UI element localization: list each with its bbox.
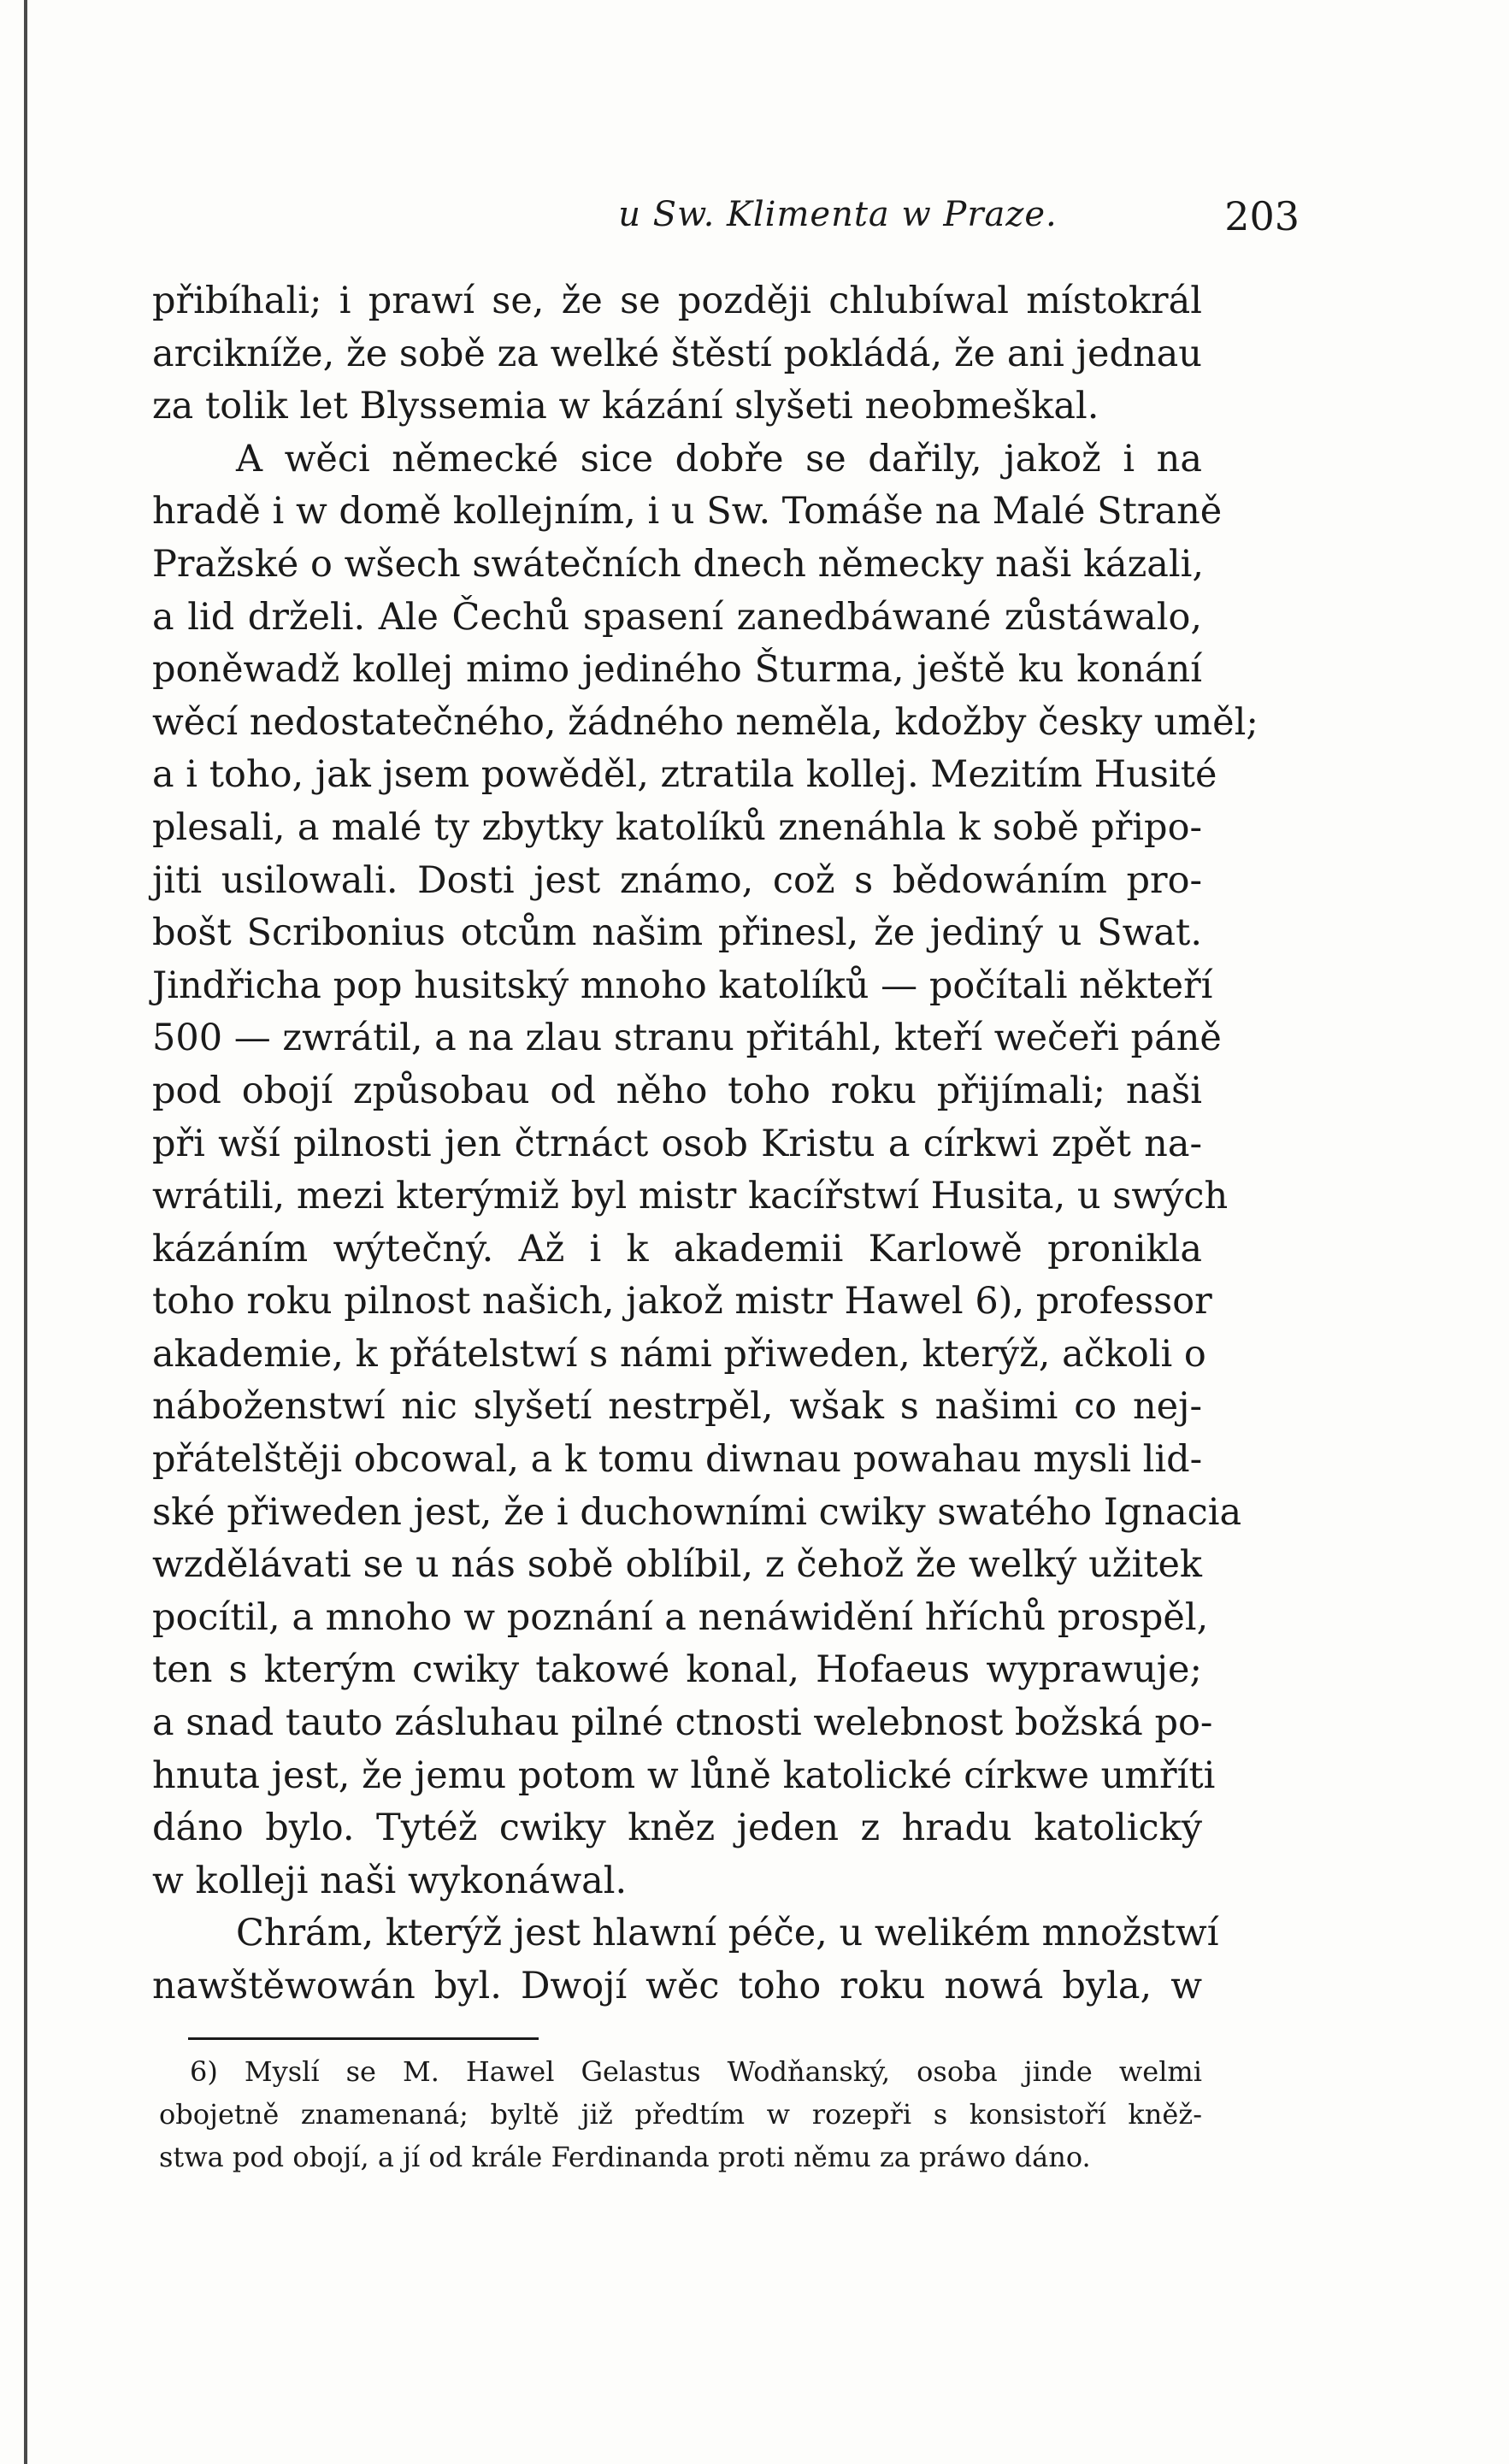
text-line: Jindřicha pop husitský mnoho katolíků — počítali někteří — [152, 964, 1213, 1007]
text-line: hnuta jest, že jemu potom w lůně katolické církwe umříti — [152, 1754, 1216, 1797]
text-line: při wší pilnosti jen čtrnáct osob Kristu a církwi zpět na- — [152, 1122, 1202, 1165]
binding-edge — [24, 0, 27, 2464]
text-line: poněwadž kollej mimo jediného Šturma, ještě ku konání — [152, 648, 1202, 692]
text-line: a i toho, jak jsem powěděl, ztratila kollej. Mezitím Husité — [152, 753, 1217, 797]
text-line: plesali, a malé ty zbytky katolíků znenáhla k sobě připo- — [152, 805, 1202, 849]
text-line: pocítil, a mnoho w poznání a nenáwidění hříchů prospěl, — [152, 1595, 1209, 1639]
text-line: wěcí nedostatečného, žádného neměla, kdožby česky uměl; — [152, 700, 1258, 744]
footnote-line: obojetně znamenaná; byltě již předtím w rozepři s konsistoří kněž- — [159, 2098, 1202, 2131]
footnote-line: stwa pod obojí, a jí od krále Ferdinanda proti němu za práwo dáno. — [159, 2141, 1091, 2173]
text-line: toho roku pilnost našich, jakož mistr Hawel 6), professor — [152, 1280, 1212, 1323]
text-line: akademie, k přátelstwí s námi přiweden, kterýž, ačkoli o — [152, 1332, 1206, 1376]
text-line: ské přiweden jest, že i duchowními cwiky swatého Ignacia — [152, 1490, 1242, 1534]
text-line: A wěci německé sice dobře se dařily, jakož i na — [236, 437, 1202, 480]
footnote-rule — [188, 2037, 539, 2040]
text-line: wrátili, mezi kterýmiž byl mistr kacířstwí Husita, u swých — [152, 1175, 1229, 1218]
text-line: wzdělávati se u nás sobě oblíbil, z čehož že welký užitek — [152, 1543, 1202, 1587]
footnote — [159, 2050, 1202, 2178]
text-line: ten s kterým cwiky takowé konal, Hofaeus wyprawuje; — [152, 1648, 1202, 1692]
text-line: 500 — zwrátil, a na zlau stranu přitáhl, kteří wečeři páně — [152, 1017, 1222, 1060]
text-line: arcikníže, že sobě za welké štěstí pokládá, že ani jednau — [152, 332, 1202, 375]
text-line: nawštěwowán byl. Dwojí wěc toho roku nowá byla, w — [152, 1965, 1202, 2007]
text-line: za tolik let Blyssemia w kázání slyšeti neobmeškal. — [152, 385, 1099, 428]
text-line: bošt Scribonius otcům našim přinesl, že jediný u Swat. — [152, 911, 1202, 955]
main-text — [152, 275, 1258, 2013]
text-line: hradě i w domě kollejním, i u Sw. Tomáše na Malé Straně — [152, 490, 1223, 533]
running-header: u Sw. Klimenta w Praze. — [618, 195, 1058, 234]
text-line: a snad tauto zásluhau pilné ctnosti welebnost božská po- — [152, 1701, 1213, 1745]
text-line: w kolleji naši wykonáwal. — [152, 1859, 628, 1902]
text-line: pod obojí způsobau od něho toho roku přijímali; naši — [152, 1069, 1202, 1112]
text-line: přibíhali; i prawí se, že se později chlubíwal místokrál — [152, 280, 1202, 322]
text-line: Chrám, kterýž jest hlawní péče, u welikém množstwí — [236, 1912, 1219, 1955]
text-line: Pražské o wšech swátečních dnech německy naši kázali, — [152, 542, 1205, 586]
text-line: dáno bylo. Tytéž cwiky kněz jeden z hradu katolický — [152, 1807, 1202, 1850]
text-line: jiti usilowali. Dosti jest známo, což s bědowáním pro- — [152, 858, 1202, 902]
text-line: a lid drželi. Ale Čechů spasení zanedbáwané zůstáwalo, — [152, 595, 1202, 639]
text-line: náboženstwí nic slyšetí nestrpěl, wšak s našimi co nej- — [152, 1385, 1202, 1429]
text-line: kázáním wýtečný. Až i k akademii Karlowě pronikla — [152, 1227, 1202, 1270]
page-number: 203 — [1224, 193, 1300, 239]
text-line: přátelštěji obcowal, a k tomu diwnau powahau mysli lid- — [152, 1438, 1203, 1482]
footnote-line: 6) Myslí se M. Hawel Gelastus Wodňanský, osoba jinde welmi — [190, 2055, 1202, 2088]
